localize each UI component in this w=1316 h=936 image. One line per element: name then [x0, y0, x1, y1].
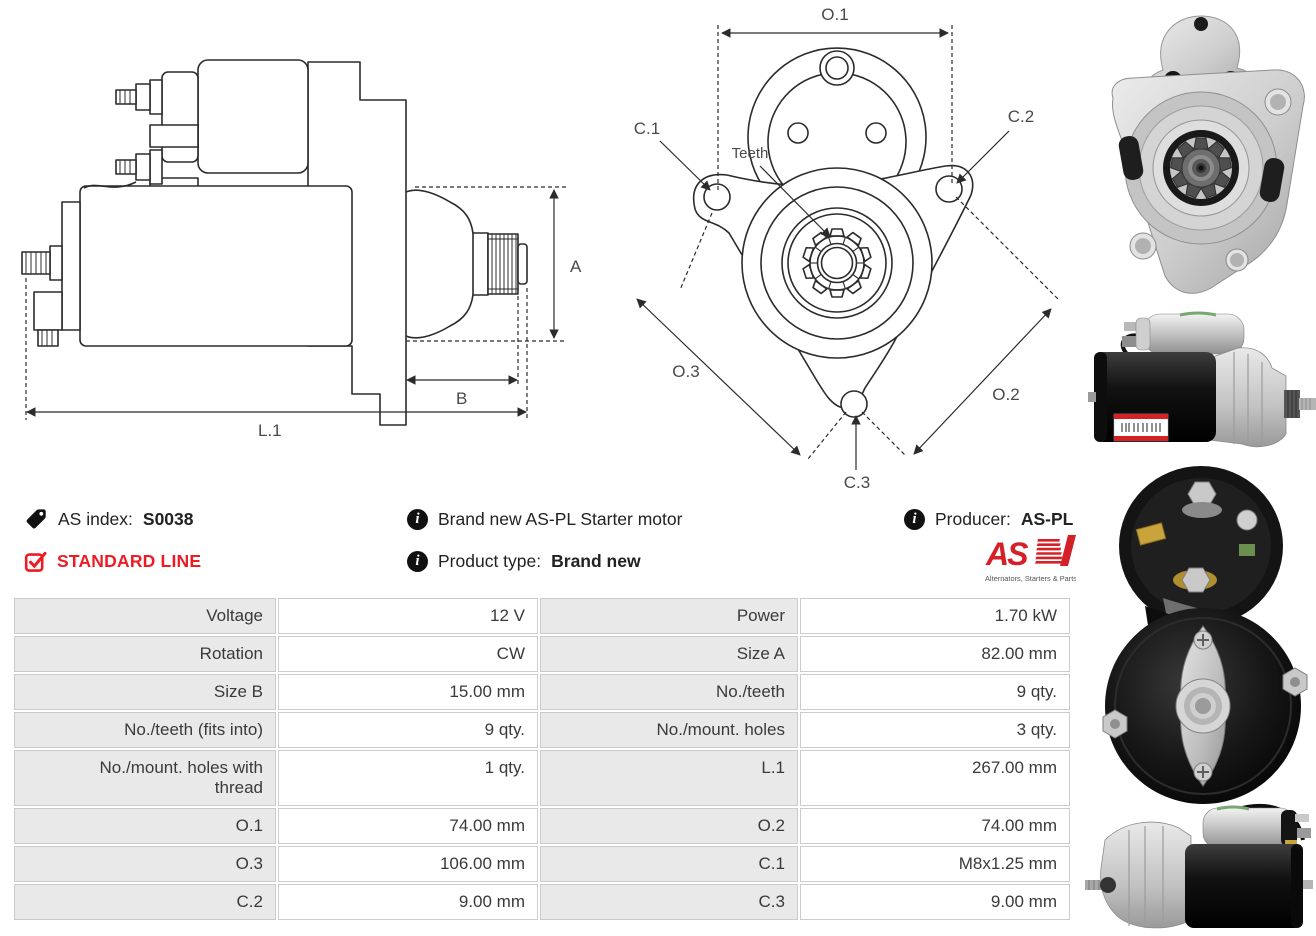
dim-label-l1: L.1	[258, 421, 282, 440]
info-icon: i	[407, 509, 428, 530]
as-index-row	[24, 506, 201, 532]
info-icon: i	[407, 551, 428, 572]
product-type-value: Brand new	[551, 550, 641, 571]
producer-column	[904, 506, 1073, 532]
product-identity-column	[24, 506, 201, 574]
spec-label: Size B	[14, 674, 276, 710]
spec-label: C.2	[14, 884, 276, 920]
as-index-label: AS index:	[58, 508, 133, 529]
checked-checkbox-icon	[24, 550, 47, 573]
product-type-label: Product type:	[438, 550, 542, 571]
dim-label-o3: O.3	[672, 362, 700, 381]
info-icon: i	[904, 509, 925, 530]
as-index-value: S0038	[142, 508, 194, 529]
spec-value: 12 V	[278, 598, 538, 634]
dim-label-a: A	[570, 257, 582, 276]
as-pl-logo	[984, 533, 1076, 594]
product-photo-rear-view	[1093, 458, 1316, 804]
product-line-row	[24, 548, 201, 574]
spec-value: 9.00 mm	[800, 884, 1070, 920]
spec-label: O.3	[14, 846, 276, 882]
dim-label-o2: O.2	[992, 385, 1020, 404]
dim-label-c1: C.1	[633, 119, 661, 138]
spec-label: Voltage	[14, 598, 276, 634]
spec-label: O.2	[540, 808, 798, 844]
side-view-technical-drawing	[0, 30, 600, 460]
spec-value: 106.00 mm	[278, 846, 538, 882]
spec-label: No./teeth	[540, 674, 798, 710]
spec-value: M8x1.25 mm	[800, 846, 1070, 882]
product-type-row	[407, 548, 682, 574]
dim-label-b: B	[456, 389, 468, 408]
spec-label: C.1	[540, 846, 798, 882]
standard-line-badge: STANDARD LINE	[57, 550, 202, 571]
spec-value: 1 qty.	[278, 750, 538, 806]
product-description-column	[407, 506, 682, 574]
dim-label-c3: C.3	[843, 473, 871, 492]
producer-label: Producer:	[935, 508, 1011, 529]
spec-label: No./mount. holes	[540, 712, 798, 748]
teeth-label: Teeth	[731, 145, 769, 162]
dim-label-c2: C.2	[1007, 107, 1035, 126]
product-photo-side-view	[1088, 306, 1316, 456]
spec-value: 15.00 mm	[278, 674, 538, 710]
spec-label: L.1	[540, 750, 798, 806]
producer-value: AS-PL	[1020, 508, 1074, 529]
front-view-technical-drawing	[600, 0, 1080, 495]
spec-value: 3 qty.	[800, 712, 1070, 748]
product-photo-front-view	[1085, 8, 1316, 304]
spec-label: No./mount. holes with thread	[14, 750, 276, 806]
tag-icon	[24, 507, 48, 531]
dim-label-o1: O.1	[821, 5, 849, 24]
spec-value: 74.00 mm	[800, 808, 1070, 844]
spec-value: 1.70 kW	[800, 598, 1070, 634]
spec-value: 9.00 mm	[278, 884, 538, 920]
producer-row	[904, 506, 1073, 532]
spec-label: No./teeth (fits into)	[14, 712, 276, 748]
brand-new-row	[407, 506, 682, 532]
spec-value: 9 qty.	[278, 712, 538, 748]
spec-label: Power	[540, 598, 798, 634]
specification-table	[14, 598, 1070, 920]
spec-value: 82.00 mm	[800, 636, 1070, 672]
product-photo-side-view-mirrored	[1085, 800, 1316, 934]
brand-new-text: Brand new AS-PL Starter motor	[438, 508, 683, 529]
spec-value: CW	[278, 636, 538, 672]
spec-value: 74.00 mm	[278, 808, 538, 844]
as-pl-logo-text: AS	[986, 536, 1027, 572]
spec-value: 267.00 mm	[800, 750, 1070, 806]
spec-value: 9 qty.	[800, 674, 1070, 710]
as-pl-logo-tagline: Alternators, Starters & Parts	[985, 574, 1076, 583]
spec-label: O.1	[14, 808, 276, 844]
spec-label: Size A	[540, 636, 798, 672]
spec-label: C.3	[540, 884, 798, 920]
spec-label: Rotation	[14, 636, 276, 672]
